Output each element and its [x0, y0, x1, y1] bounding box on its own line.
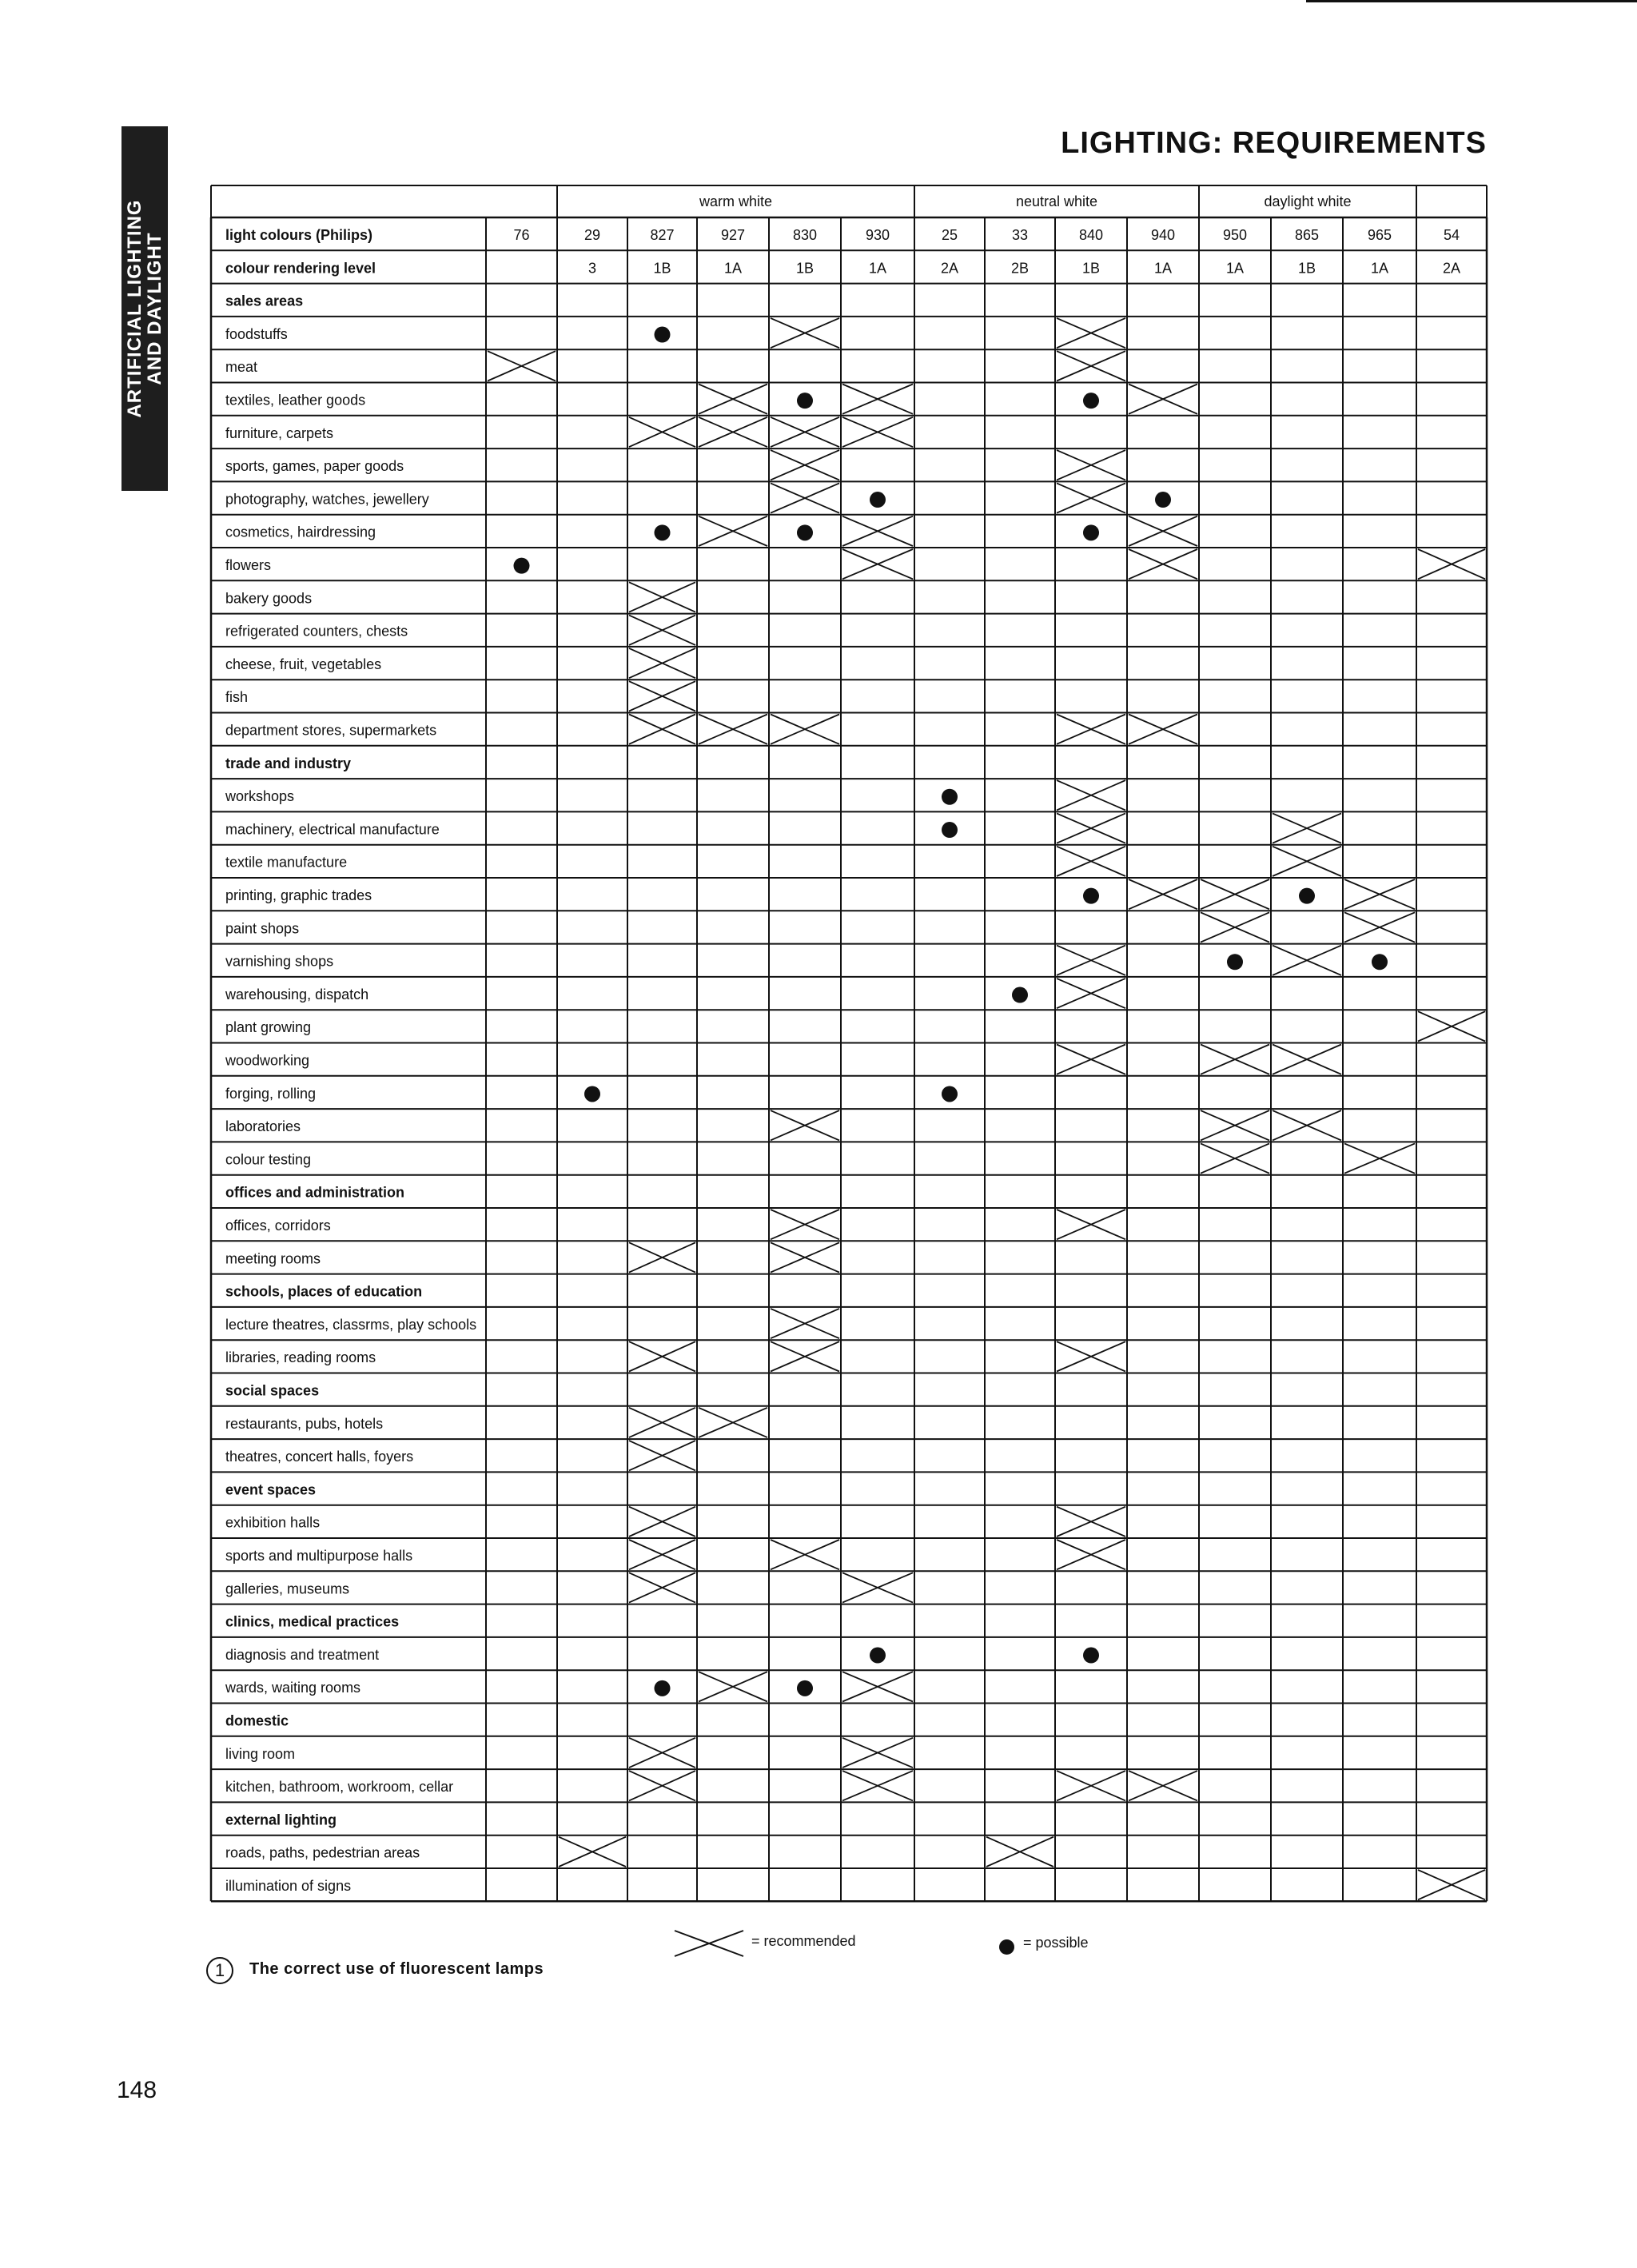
colour-rendering-value: 1B	[1081, 260, 1101, 277]
category-heading: sales areas	[225, 293, 304, 309]
row-label: cosmetics, hairdressing	[225, 524, 376, 540]
category-heading: offices and administration	[225, 1184, 405, 1201]
row-label-colour-rendering: colour rendering level	[225, 260, 376, 277]
colour-rendering-value: 2A	[940, 260, 959, 277]
row-label: restaurants, pubs, hotels	[225, 1415, 384, 1432]
colour-rendering-value: 3	[587, 260, 597, 277]
light-colour-code: 940	[1150, 227, 1176, 243]
possible-dot-mark	[870, 1648, 886, 1664]
section-tab-line1: ARTIFICIAL LIGHTING	[124, 199, 145, 418]
colour-rendering-value: 1B	[653, 260, 671, 277]
row-label: printing, graphic trades	[225, 887, 372, 903]
possible-dot-mark	[942, 789, 958, 805]
light-colour-code: 840	[1078, 227, 1104, 243]
category-heading: domestic	[225, 1712, 289, 1729]
light-colour-code: 25	[941, 227, 958, 243]
row-label: machinery, electrical manufacture	[225, 821, 440, 838]
row-label: department stores, supermarkets	[225, 722, 437, 739]
light-colour-code: 830	[792, 227, 818, 243]
colour-rendering-value: 1B	[1297, 260, 1316, 277]
light-colour-code: 33	[1011, 227, 1029, 243]
row-label: sports and multipurpose halls	[225, 1548, 413, 1564]
possible-dot-mark	[584, 1086, 600, 1102]
light-colour-code: 865	[1294, 227, 1320, 243]
group-header-1: neutral white	[1015, 193, 1098, 209]
row-label: paint shops	[225, 920, 300, 937]
row-label: bakery goods	[225, 590, 313, 607]
possible-dot-mark	[1083, 1648, 1099, 1664]
possible-dot-mark	[655, 1680, 671, 1696]
row-label: roads, paths, pedestrian areas	[225, 1844, 420, 1861]
colour-rendering-value: 1A	[1370, 260, 1389, 277]
legend-recommended-label: = recommended	[751, 1933, 856, 1949]
page-number: 148	[117, 2077, 157, 2103]
row-label: colour testing	[225, 1151, 312, 1168]
possible-dot-mark	[797, 1680, 813, 1696]
category-heading: external lighting	[225, 1812, 337, 1828]
possible-dot-mark	[942, 1086, 958, 1102]
colour-rendering-value: 1A	[1153, 260, 1173, 277]
row-label: plant growing	[225, 1019, 312, 1036]
category-heading: schools, places of education	[225, 1283, 423, 1300]
group-header-2: daylight white	[1264, 193, 1352, 209]
colour-rendering-value: 1A	[723, 260, 743, 277]
possible-dot-mark	[514, 558, 530, 574]
light-colour-code: 965	[1367, 227, 1392, 243]
row-label: sports, games, paper goods	[225, 458, 404, 475]
row-label: varnishing shops	[225, 953, 334, 970]
category-heading: social spaces	[225, 1382, 320, 1399]
row-label: forging, rolling	[225, 1085, 317, 1102]
row-label: exhibition halls	[225, 1514, 321, 1531]
row-label: wards, waiting rooms	[225, 1680, 361, 1696]
row-label: photography, watches, jewellery	[225, 491, 429, 508]
row-label: fish	[225, 689, 249, 706]
row-label-light-colours: light colours (Philips)	[225, 227, 372, 243]
possible-dot-mark	[1299, 888, 1315, 904]
possible-dot-mark	[1083, 393, 1099, 409]
row-label: lecture theatres, classrms, play schools	[225, 1316, 477, 1333]
possible-dot-mark	[1155, 492, 1171, 508]
figure-caption: The correct use of fluorescent lamps	[249, 1960, 544, 1978]
row-label: living room	[225, 1745, 296, 1762]
figure-number: 1	[206, 1957, 233, 1984]
row-label: theatres, concert halls, foyers	[225, 1449, 414, 1465]
possible-dot-mark	[1227, 954, 1243, 970]
recommended-cross-icon	[673, 1929, 745, 1958]
light-colour-code: 54	[1443, 227, 1460, 243]
row-label: furniture, carpets	[225, 425, 334, 441]
colour-rendering-value: 2A	[1442, 260, 1461, 277]
row-label: cheese, fruit, vegetables	[225, 656, 382, 672]
category-heading: event spaces	[225, 1481, 317, 1498]
row-label: libraries, reading rooms	[225, 1349, 376, 1366]
page-title: LIGHTING: REQUIREMENTS	[1061, 126, 1487, 160]
row-label: textile manufacture	[225, 854, 348, 871]
colour-rendering-value: 1A	[1225, 260, 1245, 277]
light-colour-code: 930	[865, 227, 890, 243]
possible-dot-mark	[797, 524, 813, 540]
possible-dot-mark	[1372, 954, 1388, 970]
colour-rendering-value: 1A	[868, 260, 887, 277]
row-label: textiles, leather goods	[225, 392, 366, 409]
colour-rendering-value: 2B	[1010, 260, 1030, 277]
row-label: kitchen, bathroom, workroom, cellar	[225, 1779, 454, 1796]
possible-dot-mark	[942, 822, 958, 838]
group-header-0: warm white	[699, 193, 773, 209]
possible-dot-mark	[870, 492, 886, 508]
row-label: laboratories	[225, 1118, 301, 1135]
possible-dot-mark	[1012, 987, 1028, 1003]
possible-dot-mark	[655, 524, 671, 540]
light-colour-code: 76	[513, 227, 530, 243]
row-label: woodworking	[225, 1052, 310, 1069]
row-label: workshops	[225, 788, 295, 805]
row-label: warehousing, dispatch	[225, 986, 369, 1002]
row-label: galleries, museums	[225, 1580, 350, 1597]
possible-dot-icon	[999, 1939, 1014, 1955]
category-heading: clinics, medical practices	[225, 1613, 400, 1630]
legend-possible-label: = possible	[1023, 1935, 1089, 1951]
light-colour-code: 29	[584, 227, 601, 243]
section-tab-line2: AND DAYLIGHT	[144, 232, 165, 385]
row-label: meat	[225, 359, 258, 376]
row-label: illumination of signs	[225, 1878, 352, 1894]
colour-rendering-value: 1B	[795, 260, 815, 277]
row-label: offices, corridors	[225, 1218, 331, 1234]
light-colour-code: 927	[720, 227, 746, 243]
row-label: meeting rooms	[225, 1250, 321, 1267]
row-label: diagnosis and treatment	[225, 1646, 380, 1663]
light-colour-code: 827	[650, 227, 675, 243]
row-label: flowers	[225, 557, 272, 573]
row-label: refrigerated counters, chests	[225, 623, 408, 640]
category-heading: trade and industry	[225, 755, 352, 771]
possible-dot-mark	[655, 327, 671, 343]
light-colour-code: 950	[1222, 227, 1248, 243]
possible-dot-mark	[1083, 524, 1099, 540]
possible-dot-mark	[1083, 888, 1099, 904]
possible-dot-mark	[797, 393, 813, 409]
row-label: foodstuffs	[225, 325, 288, 342]
